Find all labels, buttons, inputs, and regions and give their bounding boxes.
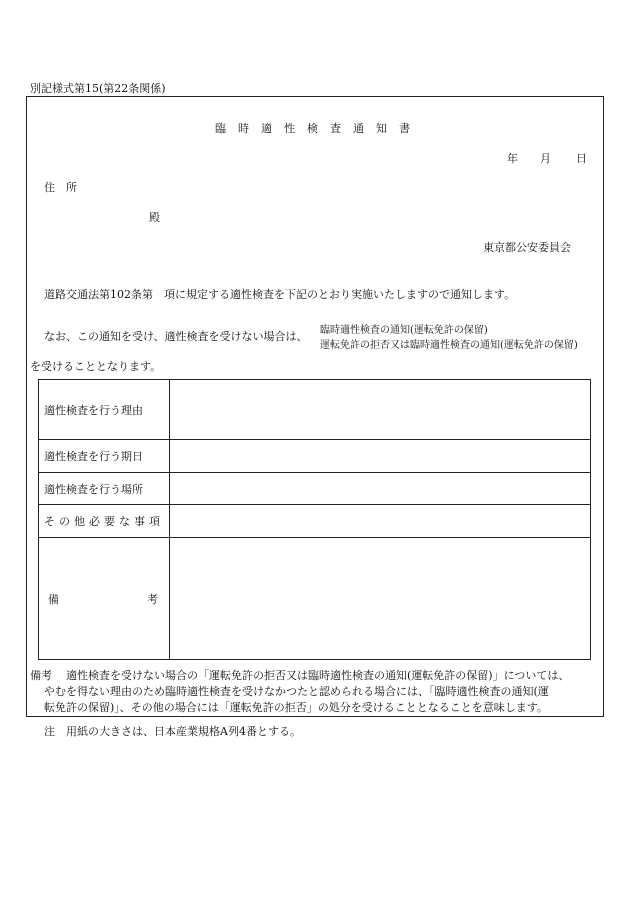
remarks-label [39,538,170,660]
option-2: 運転免許の拒否又は臨時適性検査の通知(運転免許の保留) [320,340,578,351]
document-title: 臨時適性検査通知書 [215,122,422,135]
notes-line-2: やむを得ない理由のため臨時適性検査を受けなかつたと認められる場合には、「臨時適性検査の通知(運 [44,685,549,698]
option-1: 臨時適性検査の通知(運転免許の保留) [320,325,488,336]
footnote-text: 用紙の大きさは、日本産業規格A列4番とする。 [66,725,301,738]
row-label: その他必要な事項 [39,505,170,538]
table-row [39,505,591,538]
notes-label: 備考 [30,669,52,682]
row-label: 適性検査を行う理由 [39,380,170,440]
date-day: 日 [576,152,587,165]
row-value [170,473,591,505]
date-year: 年 [507,152,518,165]
honorific: 殿 [149,211,160,224]
notes-line-3: 転免許の保留)」、その他の場合には「運転免許の拒否」の処分を受けることとなることを意味します。 [44,701,548,714]
table-row [39,473,591,505]
row-value [170,440,591,473]
row-value [170,380,591,440]
footnote-label: 注 [44,725,55,738]
body-line-1: 道路交通法第102条第 項に規定する適性検査を下記のとおり実施いたしますので通知します。 [44,288,516,301]
remarks-label-left: 備 [48,592,59,606]
remarks-value [170,538,591,660]
body-line-2: なお、この通知を受け、適性検査を受けない場合は、 [44,330,308,343]
table-row [39,380,591,440]
inspection-table [38,379,591,660]
row-label: 適性検査を行う場所 [39,473,170,505]
address-label: 住 所 [44,181,77,194]
notes-line-1: 適性検査を受けない場合の「運転免許の拒否又は臨時適性検査の通知(運転免許の保留)」については、 [66,669,570,682]
remarks-label-right: 考 [147,592,158,606]
form-number: 別記様式第15(第22条関係) [30,82,166,95]
date-month: 月 [540,152,551,165]
row-label: 適性検査を行う期日 [39,440,170,473]
body-line-3: を受けることとなります。 [30,360,162,373]
table-row [39,440,591,473]
table-row-remarks [39,538,591,660]
issuer: 東京都公安委員会 [483,241,571,254]
row-value [170,505,591,538]
